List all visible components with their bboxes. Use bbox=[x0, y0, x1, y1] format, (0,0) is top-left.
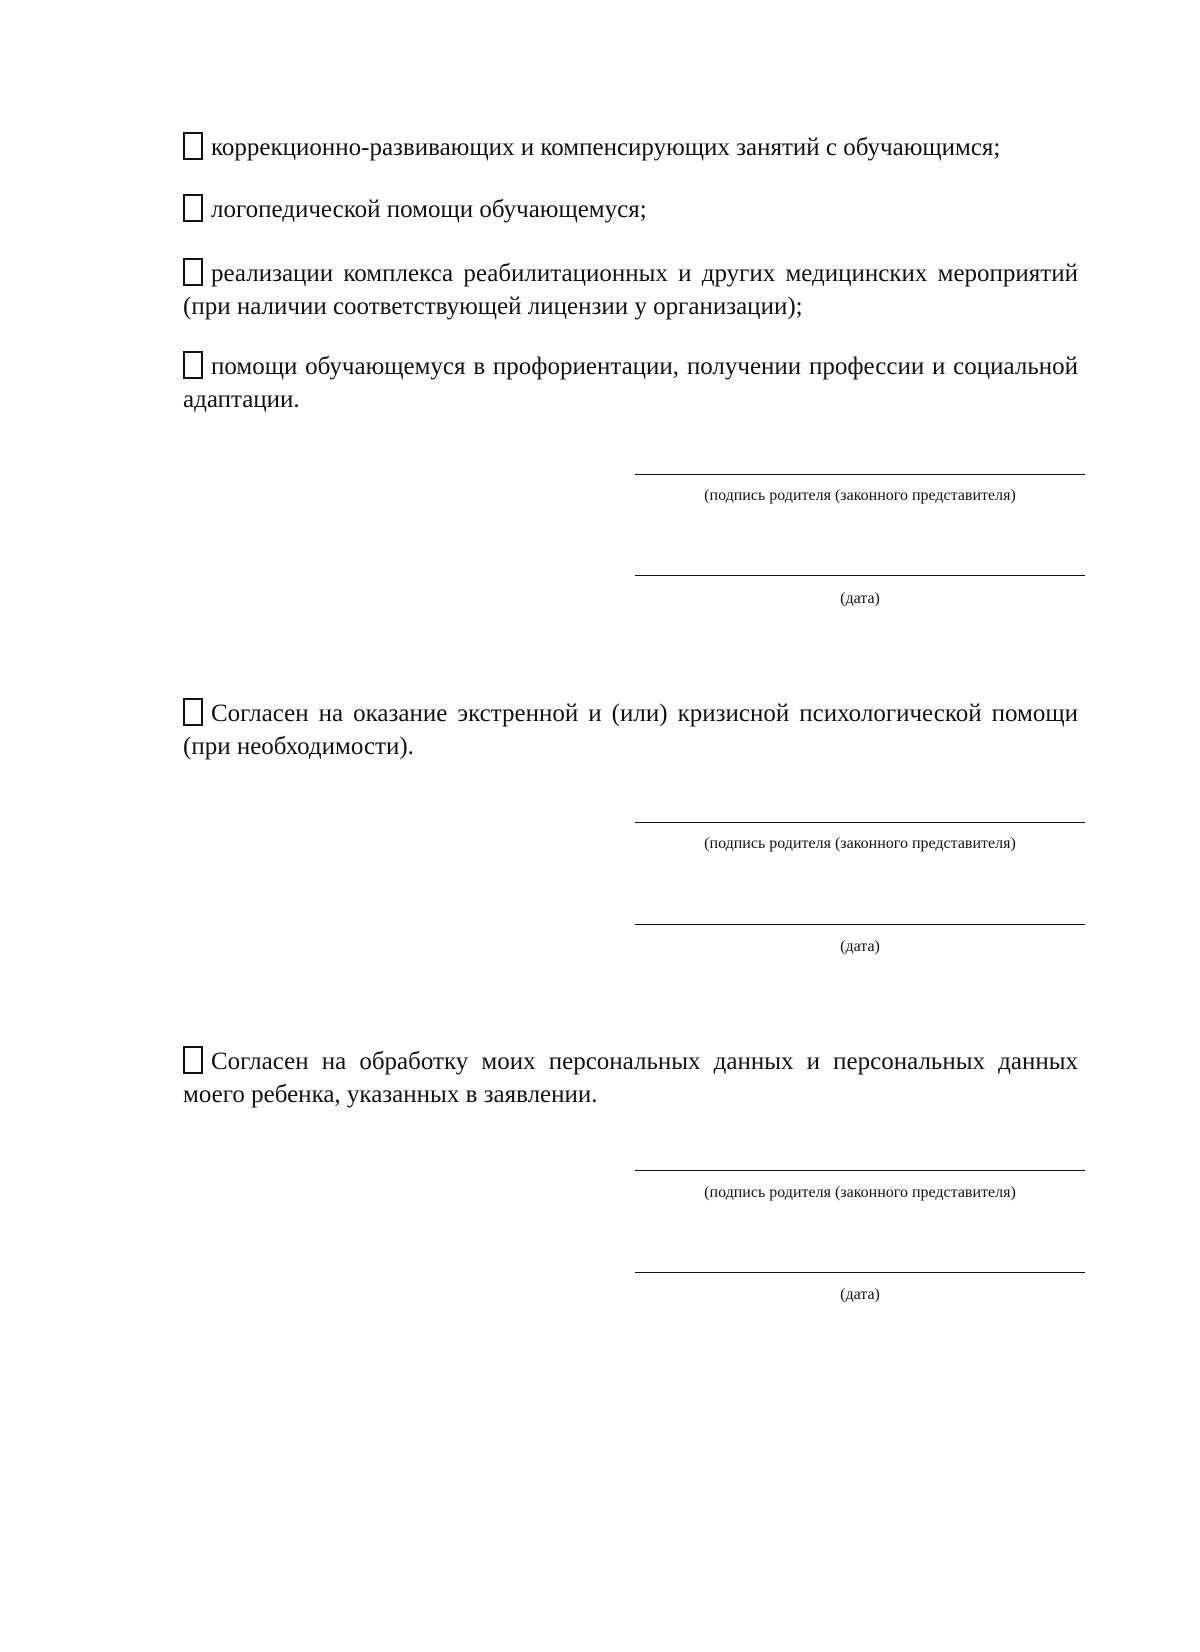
consent-personal-data bbox=[183, 1045, 1078, 1111]
service-option-rehabilitation bbox=[183, 257, 1078, 323]
service-option-label: помощи обучающемуся в профориентации, получении профессии и социальной адаптации. bbox=[183, 353, 1078, 413]
service-option-correctional bbox=[183, 131, 1078, 164]
date-caption: (дата) bbox=[840, 938, 880, 955]
service-option-label: коррекционно-развивающих и компенсирующих занятий с обучающимся; bbox=[211, 134, 1001, 161]
checkbox-speech-therapy[interactable] bbox=[183, 194, 203, 222]
signature-caption: (подпись родителя (законного представителя) bbox=[704, 487, 1016, 504]
signature-line[interactable] bbox=[635, 1170, 1085, 1171]
consent-crisis-help bbox=[183, 697, 1078, 763]
checkbox-consent-personal-data[interactable] bbox=[183, 1046, 203, 1074]
checkbox-correctional[interactable] bbox=[183, 132, 203, 160]
signature-caption: (подпись родителя (законного представителя) bbox=[704, 835, 1016, 852]
service-option-career-guidance bbox=[183, 350, 1078, 416]
date-caption: (дата) bbox=[840, 1286, 880, 1303]
signature-line[interactable] bbox=[635, 474, 1085, 475]
consent-label: Согласен на обработку моих персональных данных и персональных данных моего ребенка, указанных в заявлении. bbox=[183, 1048, 1078, 1108]
date-caption: (дата) bbox=[840, 590, 880, 607]
service-option-label: логопедической помощи обучающемуся; bbox=[211, 196, 647, 223]
consent-label: Согласен на оказание экстренной и (или) кризисной психологической помощи (при необходимости). bbox=[183, 700, 1078, 760]
signature-caption: (подпись родителя (законного представителя) bbox=[704, 1184, 1016, 1201]
date-line[interactable] bbox=[635, 924, 1085, 925]
service-option-label: реализации комплекса реабилитационных и других медицинских мероприятий (при наличии соответствующей лицензии у организации); bbox=[183, 260, 1078, 320]
checkbox-consent-crisis-help[interactable] bbox=[183, 698, 203, 726]
date-line[interactable] bbox=[635, 1272, 1085, 1273]
date-line[interactable] bbox=[635, 575, 1085, 576]
checkbox-career-guidance[interactable] bbox=[183, 351, 203, 379]
service-option-speech-therapy bbox=[183, 193, 1078, 226]
signature-line[interactable] bbox=[635, 822, 1085, 823]
checkbox-rehabilitation[interactable] bbox=[183, 258, 203, 286]
